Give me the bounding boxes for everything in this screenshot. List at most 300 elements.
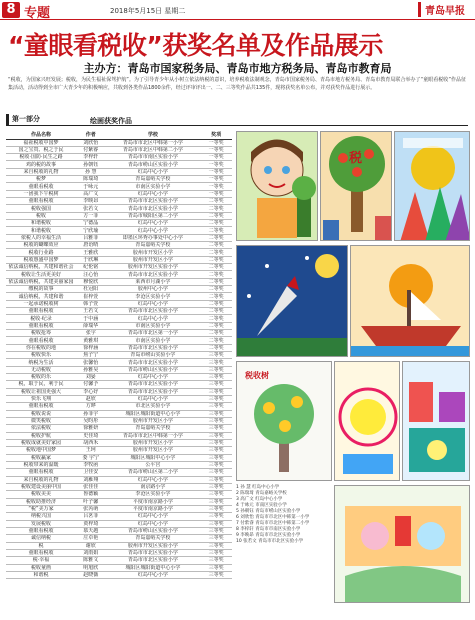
table-cell: 你在税收的地	[6, 344, 76, 351]
table-cell: 纳税为生活	[6, 359, 76, 366]
table-row	[6, 535, 232, 542]
table-cell: 红岛中心小学	[105, 571, 200, 578]
table-cell: 韩子萱	[76, 300, 105, 307]
table-row	[6, 417, 232, 424]
table-row	[6, 366, 232, 373]
table-cell: 二等奖	[200, 264, 232, 271]
artwork-5	[350, 245, 470, 357]
table-cell: 青岛市市北区实验小学	[105, 271, 200, 278]
table-cell: 二等奖	[200, 249, 232, 256]
table-cell: 胡西禾	[76, 439, 105, 446]
table-row	[6, 498, 232, 505]
table-cell: 张若文	[76, 205, 105, 212]
table-cell: 税收带来的温暖	[6, 461, 76, 468]
table-cell: 张宇	[76, 330, 105, 337]
table-cell: 刘欣怡	[76, 139, 105, 146]
table-cell: 青岛市崂山区实验小学	[105, 527, 200, 534]
table-cell: 三等奖	[200, 549, 232, 556]
table-cell: 红岛中心小学	[105, 220, 200, 227]
table-row	[6, 432, 232, 439]
table-cell: 三等奖	[200, 535, 232, 542]
table-row	[6, 205, 232, 212]
table-cell: 二等奖	[200, 300, 232, 307]
table-cell: 二等奖	[200, 315, 232, 322]
table-cell: 胶州中心小学	[105, 286, 200, 293]
table-cell: 王珂	[76, 447, 105, 454]
artwork-caption: 8 李梓轩 青岛市市南区实验小学	[236, 527, 301, 532]
table-cell: 焦子宁	[76, 352, 105, 359]
table-cell: 徐雅妍	[76, 425, 105, 432]
table-cell: 纪伦铭	[76, 264, 105, 271]
table-cell: 一等奖	[200, 146, 232, 153]
table-cell: 税·幸福	[6, 557, 76, 564]
table-cell: 税收建设美丽中国	[6, 483, 76, 490]
table-cell: 二等奖	[200, 220, 232, 227]
table-cell: 三等奖	[200, 520, 232, 527]
table-cell: 福祉税收中国梦	[6, 139, 76, 146]
table-cell: 青岛嘉峪关学校	[105, 242, 200, 249]
table-cell: 童眼看税收	[6, 527, 76, 534]
artwork-3	[394, 131, 470, 241]
table-cell: 一等奖	[200, 154, 232, 161]
table-cell: 薛瑞华	[76, 322, 105, 329]
newspaper-logo: 青岛早报	[418, 2, 469, 17]
table-cell: 胶州市开发区小学	[105, 447, 200, 454]
table-cell: 来自税收的礼物	[6, 476, 76, 483]
table-cell: 杜冠阳	[76, 286, 105, 293]
table-cell: 税收·纪录	[6, 315, 76, 322]
table-cell: 莱西市月湖小学	[105, 278, 200, 285]
table-cell: 青岛市市北区实验小学	[105, 549, 200, 556]
table-cell: 付馨予	[76, 381, 105, 388]
artwork-7	[334, 361, 400, 481]
artwork-7-image	[335, 362, 400, 481]
intro-paragraph: “税收，为国家兴旺发展；税收，为民生福祉保驾护航”。为了引导青少年从小树立依法纳税的意识，培养税收法制观念，青岛市国家税务局、青岛市地方税务局、青岛市教育局联合举办了“童眼看税收”作品征集活动，活动得到全市广大青少年的积极响应，共收到各类作品1800余件，经过评审评出一、二、三等奖作品共135件，现将获奖名单公布，并对获奖作品进行展示。	[8, 77, 466, 91]
table-cell: 三等奖	[200, 425, 232, 432]
table-row	[6, 571, 232, 578]
table-cell: 一等奖	[200, 139, 232, 146]
table-cell: 二等奖	[200, 293, 232, 300]
table-row	[6, 330, 232, 337]
table-cell: 和谐税收	[6, 220, 76, 227]
table-cell: 吕雅菲	[76, 234, 105, 241]
table-row	[6, 190, 232, 197]
table-cell: 于欣琳	[76, 256, 105, 263]
headline: “童眼看税收”获奖名单及作品展示	[8, 31, 383, 60]
table-cell: 诚信纳税，共建和谐	[6, 293, 76, 300]
table-row	[6, 264, 232, 271]
artwork-9	[334, 485, 470, 603]
table-cell: 三等奖	[200, 410, 232, 417]
table-cell: 孙朝钰	[76, 161, 105, 168]
table-cell: 李梓轩	[76, 154, 105, 161]
table-cell: 一等奖	[200, 176, 232, 183]
table-cell: 红岛中心小学	[105, 374, 200, 381]
table-cell: 三等奖	[200, 403, 232, 410]
table-row	[6, 146, 232, 153]
table-cell: 一等奖	[200, 183, 232, 190]
table-cell: 市南区实验小学	[105, 337, 200, 344]
table-cell: 胶州市开发区小学	[105, 439, 200, 446]
table-cell: 刘雁翔	[76, 476, 105, 483]
table-cell: 谢欣	[76, 542, 105, 549]
table-row	[6, 454, 232, 461]
table-row	[6, 286, 232, 293]
table-cell: 童眼看税收	[6, 198, 76, 205]
table-row	[6, 249, 232, 256]
table-cell: 发展税收	[6, 520, 76, 527]
table-cell: 青岛市市北区实验小学	[105, 557, 200, 564]
artwork-gallery	[236, 131, 470, 616]
table-cell: 青岛市市北区第一小学	[105, 330, 200, 337]
table-row	[6, 168, 232, 175]
artwork-2	[320, 131, 392, 241]
table-cell: “税”美万家	[6, 505, 76, 512]
table-cell: 崔梓萱	[76, 293, 105, 300]
table-cell: 城阳区城阳街道中心小学	[105, 564, 200, 571]
table-cell: 一等奖	[200, 168, 232, 175]
table-cell: 叶子馨	[76, 498, 105, 505]
table-row	[6, 513, 232, 520]
table-row	[6, 234, 232, 241]
table-cell: 税收地中国梦	[6, 447, 76, 454]
table-cell: 税收让祖国更强大	[6, 388, 76, 395]
table-row	[6, 483, 232, 490]
artwork-captions	[236, 485, 332, 545]
section-name: 专题	[24, 6, 51, 21]
table-cell: 王雅欣	[76, 249, 105, 256]
table-row	[6, 476, 232, 483]
section-divider	[6, 125, 468, 126]
table-cell: 青岛市城阳区第二小学	[105, 212, 200, 219]
table-cell: 贾梓琦	[76, 520, 105, 527]
table-row	[6, 505, 232, 512]
table-cell: 税收的乐	[6, 374, 76, 381]
table-cell: 三等奖	[200, 417, 232, 424]
table-cell: 三等奖	[200, 366, 232, 373]
table-cell: 税收	[6, 212, 76, 219]
artwork-caption: 2 陈瑞琦 青岛嘉峪关学校	[236, 491, 287, 496]
table-cell: 青岛嘉峪关学校	[105, 535, 200, 542]
table-cell: 鸡的税的故事	[6, 161, 76, 168]
table-cell: 鲁德颖	[76, 491, 105, 498]
artwork-caption: 10 张若文 青岛市市北区实验小学	[236, 539, 304, 544]
table-cell: 税收护航	[6, 432, 76, 439]
table-cell: 三等奖	[200, 352, 232, 359]
table-row	[6, 315, 232, 322]
artwork-4	[236, 245, 348, 357]
table-cell: 税，取于民，利于民	[6, 381, 76, 388]
table-cell: 青岛市市北区实验小学	[105, 198, 200, 205]
issue-date: 2018年5月15日 星期二	[110, 7, 186, 15]
table-row	[6, 425, 232, 432]
artwork-1	[236, 131, 318, 241]
table-cell: 童眼看税收	[6, 308, 76, 315]
table-cell: 二等奖	[200, 278, 232, 285]
table-cell: 胶州市开发区小学	[105, 249, 200, 256]
table-cell: 童眼看税收	[6, 337, 76, 344]
table-cell: 方晔	[76, 403, 105, 410]
table-cell: 和谐税收	[6, 227, 76, 234]
artwork-caption: 5 孙朝钰 青岛市崂山区实验小学	[236, 509, 301, 514]
table-header-row	[6, 131, 232, 139]
table-cell: 三等奖	[200, 388, 232, 395]
table-cell: 三等奖	[200, 513, 232, 520]
table-cell: 红岛中心小学	[105, 513, 200, 520]
table-cell: 陈雅文	[76, 557, 105, 564]
table-cell: 来自税收的礼物	[6, 168, 76, 175]
section-subtitle: 绘画获奖作品	[90, 117, 132, 125]
table-header-cell: 作者	[76, 131, 105, 139]
table-cell: 付紫睿	[76, 146, 105, 153]
table-cell: 李映昂	[76, 198, 105, 205]
table-cell: 张芮萌	[76, 505, 105, 512]
table-cell: 三等奖	[200, 564, 232, 571]
table-cell: 二等奖	[200, 337, 232, 344]
table-row	[6, 439, 232, 446]
table-row	[6, 227, 232, 234]
table-cell: 李沧区实验小学	[105, 491, 200, 498]
table-row	[6, 381, 232, 388]
table-cell: 税	[6, 542, 76, 549]
table-cell: 二等奖	[200, 227, 232, 234]
table-cell: 王若文	[76, 308, 105, 315]
table-cell: 青岛市崂山实验小学	[105, 352, 200, 359]
table-cell: 即墨区环秀办事处中心小学	[105, 234, 200, 241]
table-row	[6, 293, 232, 300]
table-cell: 青岛市崂山区实验小学	[105, 161, 200, 168]
table-cell: 红岛中心小学	[105, 315, 200, 322]
table-cell: 依税人的幸福生活	[6, 234, 76, 241]
table-row	[6, 256, 232, 263]
table-cell: 二等奖	[200, 256, 232, 263]
table-cell: 庄卓艳	[76, 535, 105, 542]
table-cell: 赵晓薇	[76, 571, 105, 578]
table-cell: 依法诚信纳税，共建和谐社会	[6, 264, 76, 271]
table-cell: 李心妤	[76, 388, 105, 395]
table-cell: 青岛市市北区中韩第一小学	[105, 139, 200, 146]
table-cell: 红岛中心小学	[105, 300, 200, 307]
table-cell: 公平宫	[105, 461, 200, 468]
table-cell: 童眼看税收	[6, 322, 76, 329]
table-row	[6, 183, 232, 190]
artwork-caption: 4 于咏元 市南区实验小学	[236, 503, 287, 508]
table-cell: 三等奖	[200, 359, 232, 366]
art-tax-char-1: 税	[349, 151, 363, 166]
table-cell: 三等奖	[200, 483, 232, 490]
table-cell: 二等奖	[200, 198, 232, 205]
artwork-8-image	[403, 362, 470, 481]
table-cell: 税收强国	[6, 205, 76, 212]
table-cell: 张馨怡	[76, 359, 105, 366]
table-cell: 平度市南京路小学	[105, 505, 200, 512]
award-table	[6, 131, 232, 579]
table-cell: 宁欣瑜	[76, 227, 105, 234]
table-cell: 青岛市市北区实验小学	[105, 344, 200, 351]
table-cell: 于咏元	[76, 183, 105, 190]
table-row	[6, 176, 232, 183]
table-cell: 徐梓涵	[76, 344, 105, 351]
table-cell: 二等奖	[200, 205, 232, 212]
table-cell: 刘晏	[76, 374, 105, 381]
table-cell: 三等奖	[200, 374, 232, 381]
table-cell: 胶州市开发区小学	[105, 417, 200, 424]
table-row	[6, 447, 232, 454]
table-cell: 快乐飞翔	[6, 395, 76, 402]
table-row	[6, 520, 232, 527]
artwork-2-image	[321, 132, 392, 241]
table-row	[6, 242, 232, 249]
table-cell: 三等奖	[200, 571, 232, 578]
table-cell: 无动税收	[6, 366, 76, 373]
table-row	[6, 564, 232, 571]
table-cell: 吕茗菲	[76, 513, 105, 520]
table-cell: 市南区实验小学	[105, 322, 200, 329]
table-cell: 张佳佳	[76, 483, 105, 490]
table-header-cell: 奖项	[200, 131, 232, 139]
table-row	[6, 308, 232, 315]
table-cell: 娄 宇宁	[76, 454, 105, 461]
table-cell: 税收助推经济	[6, 498, 76, 505]
table-cell: 一团我下午税树	[6, 190, 76, 197]
artwork-caption: 1 孙 慧 红岛中心小学	[236, 485, 280, 490]
table-cell: 三等奖	[200, 505, 232, 512]
table-body	[6, 139, 232, 579]
table-cell: 二等奖	[200, 286, 232, 293]
table-cell: 微笑税收	[6, 417, 76, 424]
table-cell: 三等奖	[200, 454, 232, 461]
table-cell: 税收抢筹	[6, 330, 76, 337]
table-cell: 童眼看税收	[6, 469, 76, 476]
table-cell: 三等奖	[200, 447, 232, 454]
table-cell: 红岛中心小学	[105, 476, 200, 483]
table-cell: 三等奖	[200, 395, 232, 402]
artwork-1-image	[237, 132, 318, 241]
table-cell: 高广文	[76, 190, 105, 197]
table-cell: 城阳区城阳街道中心小学	[105, 410, 200, 417]
table-row	[6, 322, 232, 329]
table-row	[6, 271, 232, 278]
table-cell: 诚信纳税	[6, 535, 76, 542]
table-cell: 税收惠盛中国梦	[6, 256, 76, 263]
hosts-line: 主办方：青岛市国家税务局、青岛市地方税务局、青岛市教育局	[83, 62, 392, 75]
table-cell: 李沧区实验小学	[105, 293, 200, 300]
table-row	[6, 403, 232, 410]
artwork-6-image	[237, 362, 332, 481]
table-cell: 税收行业路	[6, 249, 76, 256]
table-row	[6, 410, 232, 417]
artwork-6	[236, 361, 332, 481]
artwork-5-image	[351, 246, 470, 357]
artwork-4-image	[237, 246, 348, 357]
table-cell: 青岛市崂山区实验小学	[105, 366, 200, 373]
table-cell: 穆悦欣	[76, 278, 105, 285]
table-cell: 南京路小学	[105, 483, 200, 490]
table-cell: 缴税的故事	[6, 286, 76, 293]
table-cell: 胶州市开发区实验小学	[105, 542, 200, 549]
artwork-caption: 6 刘欣怡 青岛市市北区中韩第一小学	[236, 515, 310, 520]
table-row	[6, 198, 232, 205]
table-cell: 市南区实验小学	[105, 183, 200, 190]
table-cell: 税梦	[6, 176, 76, 183]
table-cell: 红岛中心小学	[105, 168, 200, 175]
table-row	[6, 374, 232, 381]
table-cell: 宁德晶	[76, 220, 105, 227]
table-cell: 史佳琦	[76, 432, 105, 439]
table-cell: 三等奖	[200, 557, 232, 564]
table-cell: 红岛中心小学	[105, 190, 200, 197]
table-row	[6, 388, 232, 395]
artwork-8	[402, 361, 470, 481]
table-row	[6, 491, 232, 498]
table-cell: 李牧函	[76, 461, 105, 468]
table-cell: 青岛市市北区实验小学	[105, 308, 200, 315]
table-cell: 胶州市开发区小学	[105, 256, 200, 263]
table-row	[6, 527, 232, 534]
table-row	[6, 469, 232, 476]
artwork-caption: 9 李映昂 青岛市市北区实验小学	[236, 533, 301, 538]
page-number: 8	[2, 2, 20, 18]
table-row	[6, 344, 232, 351]
table-cell: 三等奖	[200, 469, 232, 476]
table-cell: 红岛中心小学	[105, 395, 200, 402]
table-cell: 税收的蝴蝶效应	[6, 242, 76, 249]
table-cell: 纳税兴国	[6, 513, 76, 520]
table-cell: 红岛中心小学	[105, 227, 200, 234]
table-row	[6, 337, 232, 344]
table-row	[6, 220, 232, 227]
table-cell: 陈瑞琦	[76, 176, 105, 183]
table-cell: 二等奖	[200, 242, 232, 249]
table-cell: 青岛市市南区实验小学	[105, 154, 200, 161]
table-row	[6, 359, 232, 366]
table-row	[6, 278, 232, 285]
table-cell: 二等奖	[200, 271, 232, 278]
table-cell: 黄雅琪	[76, 337, 105, 344]
page-header	[0, 0, 475, 20]
table-cell: 青岛市崂山区第二小学	[105, 469, 200, 476]
table-cell: 一等奖	[200, 161, 232, 168]
table-row	[6, 154, 232, 161]
table-cell: 三等奖	[200, 542, 232, 549]
artwork-9-image	[335, 486, 470, 603]
table-row	[6, 395, 232, 402]
table-cell: 税收美美	[6, 491, 76, 498]
table-cell: 孙 慧	[76, 168, 105, 175]
table-cell: 二等奖	[200, 322, 232, 329]
table-row	[6, 549, 232, 556]
table-cell: 青岛市市北区实验小学	[105, 388, 200, 395]
table-cell: 和谐税	[6, 571, 76, 578]
table-cell: 税收·国防·民生之路	[6, 154, 76, 161]
table-cell: 青岛市市北区中韩第一小学	[105, 432, 200, 439]
table-cell: 三等奖	[200, 461, 232, 468]
table-cell: 明旭欣	[76, 564, 105, 571]
table-cell: 二等奖	[200, 308, 232, 315]
table-cell: 税收说说	[6, 410, 76, 417]
artwork-3-image	[395, 132, 470, 241]
art-tree-title: 税收树	[245, 371, 269, 380]
table-cell: 二等奖	[200, 330, 232, 337]
table-cell: 税收童画	[6, 564, 76, 571]
table-cell: 方一菲	[76, 212, 105, 219]
table-cell: 国之宝贵、税之于民	[6, 146, 76, 153]
table-cell: 唐语晴	[76, 242, 105, 249]
table-header-cell: 学校	[105, 131, 200, 139]
table-cell: 童眼看税收	[6, 183, 76, 190]
table-cell: 青岛嘉峪关学校	[105, 425, 200, 432]
table-cell: 吴昀彤	[76, 417, 105, 424]
